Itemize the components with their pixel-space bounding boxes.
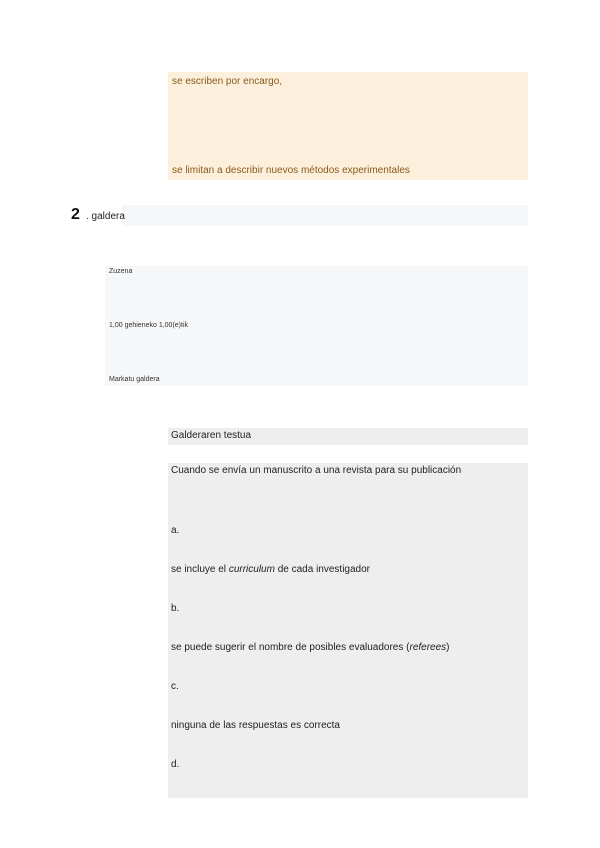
question-grade: 1,00 gehieneko 1,00(e)tik [109,322,188,329]
option-c-letter[interactable]: c. [171,681,179,692]
question-body [168,463,528,798]
option-text-part: se incluye el [171,564,229,575]
option-text-italic: referees [409,642,447,653]
option-b-letter[interactable]: b. [171,603,180,614]
question-text-heading: Galderaren testua [171,430,252,441]
question-state: Zuzena [109,268,133,275]
feedback-line: se escriben por encargo, [172,76,283,87]
option-text-part: ninguna de las respuestas es correcta [171,720,340,731]
option-d-letter[interactable]: d. [171,759,180,770]
question-text-label [168,428,528,445]
question-header [0,205,528,226]
feedback-line: se limitan a describir nuevos métodos experimentales [172,165,410,176]
option-text-italic: curriculum [228,564,275,575]
option-a-letter[interactable]: a. [171,525,180,536]
previous-feedback-box [168,72,528,180]
option-b-text[interactable] [171,642,450,653]
question-info-box [105,266,528,386]
question-number: 2 [71,206,80,223]
option-c-text[interactable] [171,720,340,731]
option-text-part: se puede sugerir el nombre de posibles evaluadores ( [171,642,410,653]
question-stem: Cuando se envía un manuscrito a una revista para su publicación [171,465,462,476]
option-text-part: de cada investigador [274,564,371,575]
question-label: . galdera [86,211,125,222]
question-header-bar [122,205,528,226]
option-a-text[interactable] [171,564,370,575]
flag-question-link[interactable]: Markatu galdera [109,376,160,383]
option-text-part: ) [446,642,450,653]
